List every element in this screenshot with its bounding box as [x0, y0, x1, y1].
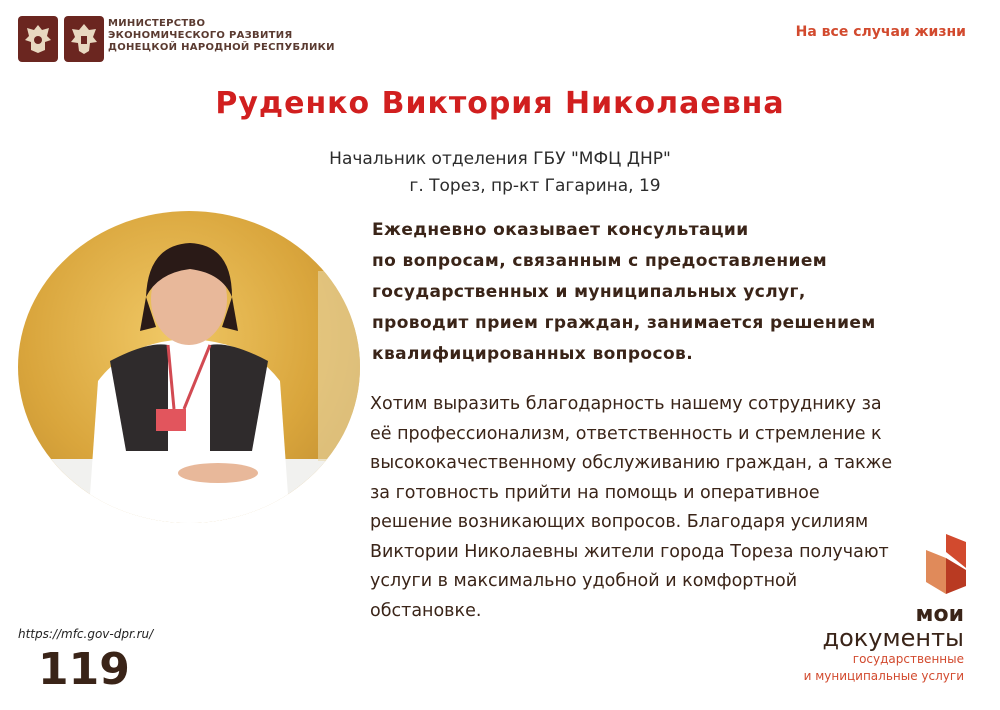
lead-line: государственных и муниципальных услуг,	[372, 282, 806, 302]
body-line: решение возникающих вопросов. Благодаря усилиям	[370, 512, 869, 532]
body-line: обстановке.	[370, 600, 482, 621]
lead-line: по вопросам, связанным с предоставлением	[372, 251, 828, 271]
body-line: её профессионализм, ответственность и стремление к	[370, 423, 882, 444]
brand-top: мои	[915, 602, 964, 627]
moi-dokumenty-brand	[804, 604, 964, 684]
body-line: Виктории Николаевны жители города Тореза получают	[370, 541, 889, 562]
moi-dokumenty-logo-icon	[924, 532, 968, 596]
slogan: На все случаи жизни	[795, 24, 966, 40]
ministry-line: ЭКОНОМИЧЕСКОГО РАЗВИТИЯ	[108, 30, 293, 41]
brand-sub-2: и муниципальные услуги	[803, 669, 964, 683]
person-position-block	[0, 146, 1000, 200]
lead-line: проводит прием граждан, занимается решением	[372, 313, 876, 333]
brand-main: документы	[822, 624, 964, 652]
person-position: Начальник отделения ГБУ "МФЦ ДНР"	[329, 149, 671, 169]
header-emblems	[18, 16, 104, 62]
ministry-name	[108, 18, 335, 54]
lead-line: квалифицированных вопросов.	[372, 344, 694, 364]
page-number: 119	[38, 644, 130, 695]
coat-of-arms-dnr-icon	[64, 16, 104, 62]
employee-photo	[18, 211, 360, 523]
body-line: услуги в максимально удобной и комфортной	[370, 571, 798, 591]
ministry-line: ДОНЕЦКОЙ НАРОДНОЙ РЕСПУБЛИКИ	[108, 42, 335, 53]
ministry-line: МИНИСТЕРСТВО	[108, 18, 206, 29]
person-name: Руденко Виктория Николаевна	[215, 86, 785, 121]
body-line: Хотим выразить благодарность нашему сотруднику за	[370, 394, 882, 414]
coat-of-arms-russia-icon	[18, 16, 58, 62]
brand-sub-1: государственные	[852, 652, 964, 666]
gratitude-paragraph	[370, 390, 970, 626]
lead-line: Ежедневно оказывает консультации	[372, 220, 749, 240]
website-url[interactable]: https://mfc.gov-dpr.ru/	[18, 627, 154, 641]
lead-paragraph	[372, 215, 972, 370]
person-address: г. Торез, пр-кт Гагарина, 19	[409, 176, 661, 196]
body-line: за готовность прийти на помощь и оперативное	[370, 482, 820, 503]
body-line: высококачественному обслуживанию граждан, а также	[370, 453, 893, 473]
